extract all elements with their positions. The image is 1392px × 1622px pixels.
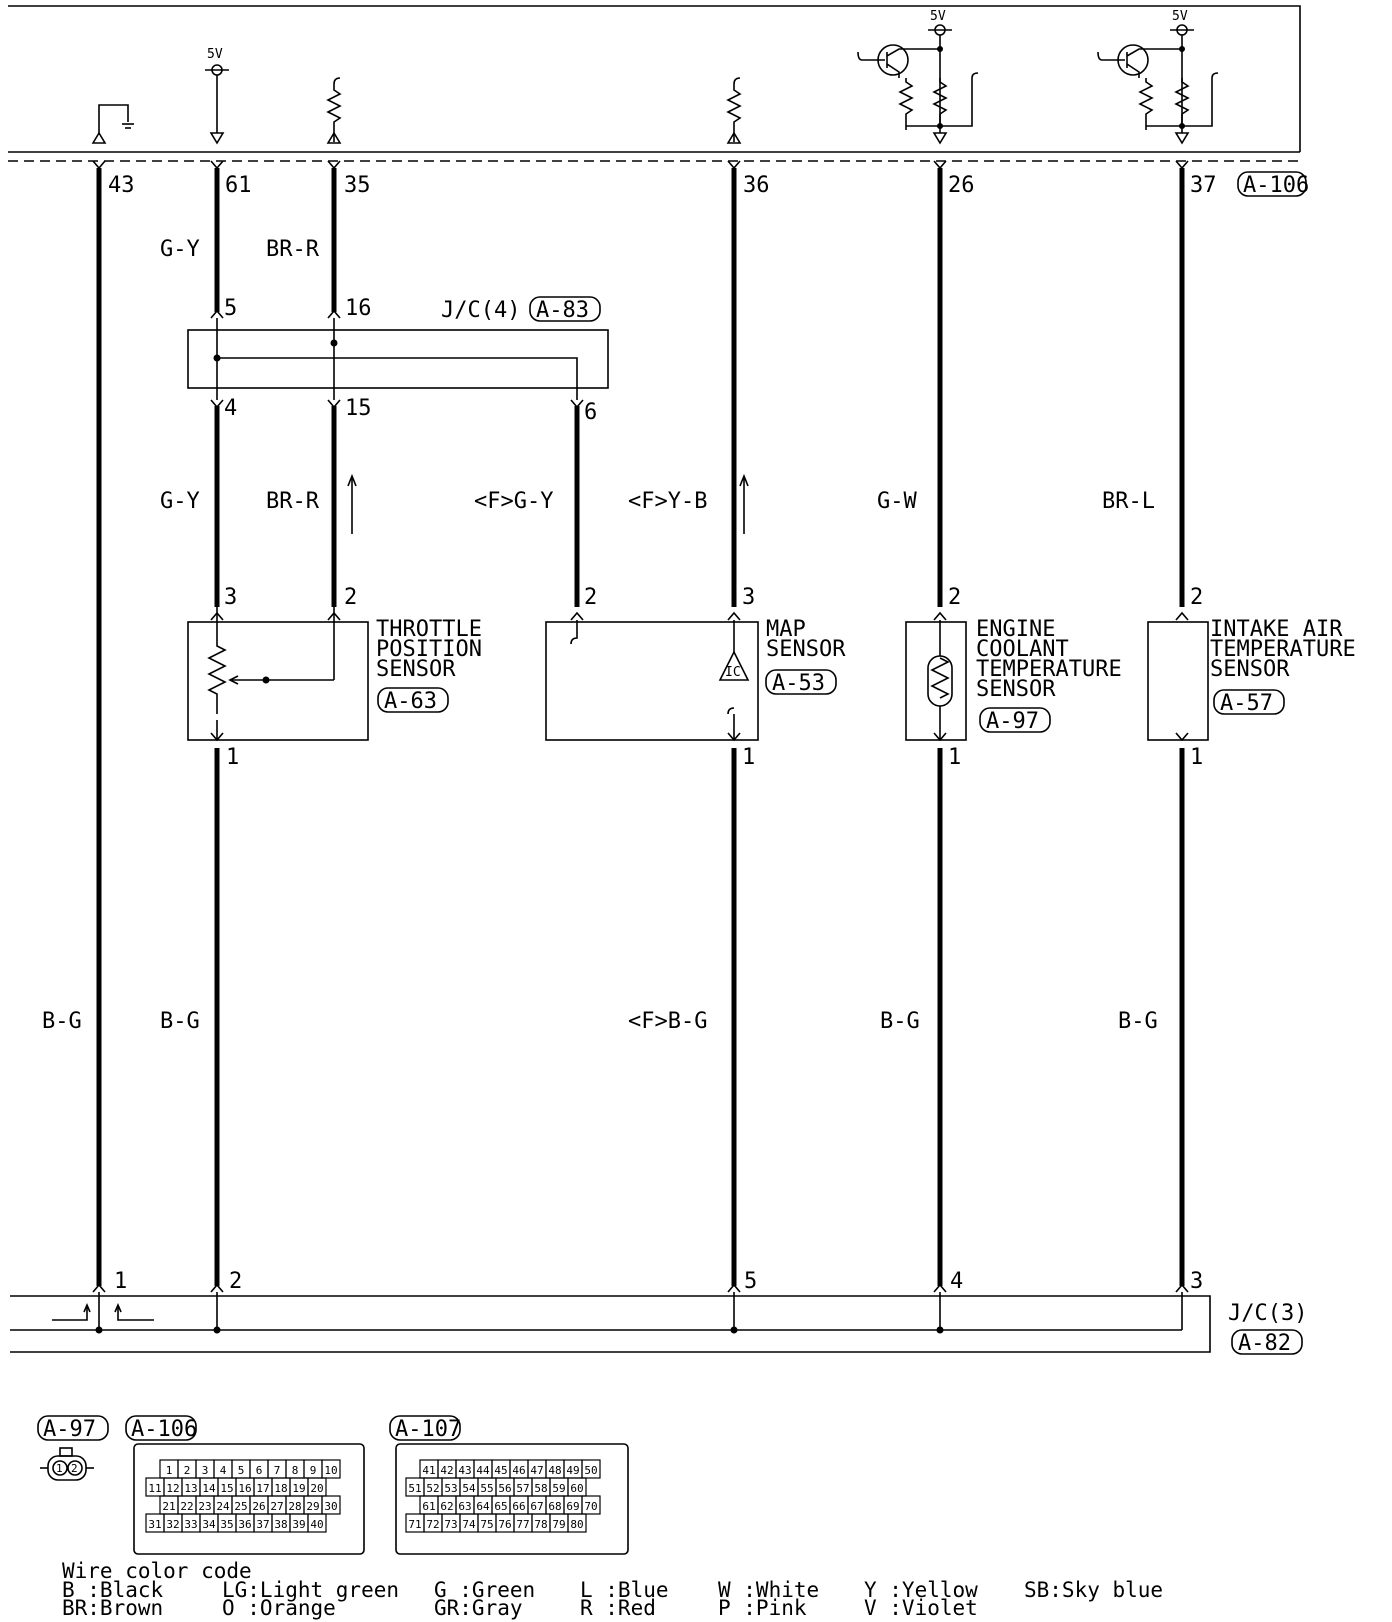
ecu-pin-labels — [108, 172, 1309, 198]
connector-pin-number: 73 — [444, 1518, 458, 1531]
legend-entry: R :Red — [580, 1596, 656, 1620]
wire-color-map-pwr: <F>G-Y — [474, 489, 554, 514]
svg-text:1: 1 — [1190, 745, 1204, 770]
connector-pin-number: 66 — [512, 1500, 526, 1513]
wire-color-61: G-Y — [160, 237, 200, 262]
connector-pin-number: 13 — [184, 1482, 198, 1495]
intake-air-temperature-sensor — [1148, 585, 1356, 770]
connector-pin-number: 6 — [255, 1464, 263, 1477]
connector-pin-number: 17 — [256, 1482, 270, 1495]
svg-text:COOLANT: COOLANT — [976, 637, 1069, 662]
connector-pin-number: 60 — [570, 1482, 584, 1495]
svg-text:SENSOR: SENSOR — [1210, 657, 1290, 682]
connector-pin-number: 14 — [202, 1482, 216, 1495]
connector-pin-number: 44 — [476, 1464, 490, 1477]
connector-pin-number: 67 — [530, 1500, 544, 1513]
ect-connector-id: A-97 — [986, 709, 1039, 734]
wire-color-35: BR-R — [266, 237, 319, 262]
connector-pin-number: 10 — [324, 1464, 338, 1477]
ecu-connector-id: A-106 — [1243, 173, 1310, 198]
connector-pin-number: 57 — [516, 1482, 530, 1495]
svg-text:MAP: MAP — [766, 617, 806, 642]
connector-pin-number: 38 — [274, 1518, 288, 1531]
jc4-label: J/C(4) — [441, 298, 521, 323]
connector-pin-number: 4 — [219, 1464, 227, 1477]
ecu-ground-symbol — [93, 105, 134, 143]
wire-color-ect-gnd: B-G — [880, 1009, 920, 1034]
jc3-label: J/C(3) — [1228, 1301, 1308, 1326]
wire-color-tps-sig: G-Y — [160, 489, 200, 514]
junction-connector-4 — [188, 296, 608, 425]
svg-text:A-106: A-106 — [131, 1417, 198, 1442]
connector-pin-number: 78 — [534, 1518, 548, 1531]
wire-color-43: B-G — [42, 1009, 82, 1034]
wire-color-tps-gnd: B-G — [160, 1009, 200, 1034]
arrow-up-icon — [740, 476, 748, 534]
connector-pin-number: 80 — [570, 1518, 584, 1531]
ecu-transistor-circuit-26 — [858, 9, 978, 143]
pin-43: 43 — [108, 173, 135, 198]
svg-text:SENSOR: SENSOR — [976, 677, 1056, 702]
map-connector-id: A-53 — [772, 671, 825, 696]
connector-pin-number: 48 — [548, 1464, 562, 1477]
legend-entry: GR:Gray — [434, 1596, 523, 1620]
connector-pin-number: 26 — [252, 1500, 266, 1513]
connector-pin-number: 71 — [408, 1518, 422, 1531]
svg-text:6: 6 — [584, 400, 598, 425]
connector-pin-number: 24 — [216, 1500, 230, 1513]
connector-pin-number: 70 — [584, 1500, 598, 1513]
legend-entry: G :Green — [434, 1578, 536, 1602]
connector-view-a107 — [390, 1416, 628, 1554]
connector-pin-number: 43 — [458, 1464, 472, 1477]
svg-text:ENGINE: ENGINE — [976, 617, 1056, 642]
connector-pin-number: 55 — [480, 1482, 494, 1495]
connector-pin-number: 40 — [310, 1518, 324, 1531]
connector-pin-number: 22 — [180, 1500, 194, 1513]
connector-pin-number: 23 — [198, 1500, 212, 1513]
svg-text:SENSOR: SENSOR — [766, 637, 846, 662]
connector-pin-number: 16 — [238, 1482, 252, 1495]
svg-text:5V: 5V — [207, 47, 223, 62]
tps-connector-id: A-63 — [384, 689, 437, 714]
connector-pin-number: 15 — [220, 1482, 234, 1495]
connector-pin-number: 64 — [476, 1500, 490, 1513]
legend-entry: L :Blue — [580, 1578, 669, 1602]
connector-pin-number: 63 — [458, 1500, 472, 1513]
svg-text:A-107: A-107 — [395, 1417, 462, 1442]
connector-pin-number: 75 — [480, 1518, 494, 1531]
connector-pin-number: 56 — [498, 1482, 512, 1495]
connector-pin-number: 47 — [530, 1464, 544, 1477]
connector-pin-number: 53 — [444, 1482, 458, 1495]
svg-text:INTAKE AIR: INTAKE AIR — [1210, 617, 1343, 642]
svg-text:2: 2 — [584, 585, 598, 610]
connector-pin-number: 45 — [494, 1464, 508, 1477]
legend-entry: V :Violet — [864, 1596, 978, 1620]
connector-pin-number: 52 — [426, 1482, 440, 1495]
svg-text:2: 2 — [948, 585, 962, 610]
svg-text:15: 15 — [345, 396, 372, 421]
ecu-transistor-circuit-37 — [1098, 9, 1218, 143]
legend-entry: Y :Yellow — [864, 1578, 978, 1602]
connector-pin-number: 72 — [426, 1518, 440, 1531]
legend-entry: O :Orange — [222, 1596, 336, 1620]
jc3-connector-id: A-82 — [1238, 1331, 1291, 1356]
svg-text:2: 2 — [344, 585, 358, 610]
legend-entry: BR:Brown — [62, 1596, 164, 1620]
svg-text:1: 1 — [226, 745, 240, 770]
connector-pin-number: 8 — [291, 1464, 299, 1477]
connector-pin-number: 30 — [324, 1500, 338, 1513]
svg-text:1: 1 — [742, 745, 756, 770]
wire-color-map-sig: <F>Y-B — [628, 489, 708, 514]
connector-pin-number: 2 — [183, 1464, 191, 1477]
iat-connector-id: A-57 — [1220, 691, 1273, 716]
connector-pin-number: 20 — [310, 1482, 324, 1495]
connector-pin-number: 21 — [162, 1500, 176, 1513]
pin-61: 61 — [225, 173, 252, 198]
connector-pin-number: 50 — [584, 1464, 598, 1477]
ecu-box — [8, 6, 1300, 161]
connector-pin-number: 33 — [184, 1518, 198, 1531]
connector-view-a106 — [126, 1416, 364, 1554]
svg-text:3: 3 — [224, 585, 238, 610]
connector-pin-number: 79 — [552, 1518, 566, 1531]
legend-entry: W :White — [718, 1578, 820, 1602]
connector-pin-number: 19 — [292, 1482, 306, 1495]
legend-entry: P :Pink — [718, 1596, 807, 1620]
svg-text:A-97: A-97 — [43, 1417, 96, 1442]
connector-pin-number: 49 — [566, 1464, 580, 1477]
connector-pin-number: 18 — [274, 1482, 288, 1495]
svg-text:POSITION: POSITION — [376, 637, 482, 662]
ecu-5v-supply-symbol — [205, 47, 229, 143]
connector-pin-number: 1 — [165, 1464, 173, 1477]
wire-color-iat-gnd: B-G — [1118, 1009, 1158, 1034]
pin-37: 37 — [1190, 173, 1217, 198]
connector-pin-number: 28 — [288, 1500, 302, 1513]
connector-pin-number: 37 — [256, 1518, 270, 1531]
connector-pin-number: 42 — [440, 1464, 454, 1477]
svg-text:2: 2 — [1190, 585, 1204, 610]
junction-connector-3 — [10, 1269, 1307, 1356]
connector-pin-number: 35 — [220, 1518, 234, 1531]
connector-pin-number: 39 — [292, 1518, 306, 1531]
svg-text:TEMPERATURE: TEMPERATURE — [1210, 637, 1356, 662]
connector-pin-number: 3 — [201, 1464, 209, 1477]
svg-text:SENSOR: SENSOR — [376, 657, 456, 682]
throttle-position-sensor — [188, 585, 482, 770]
svg-text:4: 4 — [950, 1269, 964, 1294]
connector-pin-number: 32 — [166, 1518, 180, 1531]
map-sensor — [546, 585, 846, 770]
ecu-pullup-resistor-35 — [328, 78, 340, 143]
pin-35: 35 — [344, 173, 371, 198]
svg-text:2: 2 — [71, 1462, 78, 1475]
jc4-connector-id: A-83 — [536, 298, 589, 323]
connector-pin-number: 31 — [148, 1518, 162, 1531]
connector-pin-number: 61 — [422, 1500, 436, 1513]
connector-pin-number: 41 — [422, 1464, 436, 1477]
svg-text:5: 5 — [224, 296, 238, 321]
connector-pin-number: 7 — [273, 1464, 281, 1477]
connector-pin-number: 36 — [238, 1518, 252, 1531]
pin-26: 26 — [948, 173, 975, 198]
svg-text:4: 4 — [224, 396, 238, 421]
connector-pin-number: 68 — [548, 1500, 562, 1513]
svg-text:TEMPERATURE: TEMPERATURE — [976, 657, 1122, 682]
connector-pin-number: 9 — [309, 1464, 317, 1477]
connector-pin-number: 62 — [440, 1500, 454, 1513]
svg-text:1: 1 — [948, 745, 962, 770]
ecu-terminals — [93, 161, 1188, 168]
svg-text:5V: 5V — [930, 9, 946, 24]
connector-pin-number: 76 — [498, 1518, 512, 1531]
wire-color-legend — [62, 1559, 1163, 1620]
svg-text:5: 5 — [744, 1269, 758, 1294]
svg-text:1: 1 — [56, 1462, 63, 1475]
wire-color-tps-pwr: BR-R — [266, 489, 319, 514]
svg-text:THROTTLE: THROTTLE — [376, 617, 482, 642]
wire-color-iat: BR-L — [1102, 489, 1155, 514]
legend-entry: LG:Light green — [222, 1578, 400, 1602]
ecu-pullup-resistor-36 — [728, 78, 740, 143]
connector-pin-number: 58 — [534, 1482, 548, 1495]
connector-pin-number: 27 — [270, 1500, 284, 1513]
connector-pin-number: 29 — [306, 1500, 320, 1513]
connector-pin-number: 34 — [202, 1518, 216, 1531]
connector-pin-number: 65 — [494, 1500, 508, 1513]
svg-text:16: 16 — [345, 296, 372, 321]
arrow-up-icon — [348, 476, 356, 534]
engine-coolant-temperature-sensor — [906, 585, 1122, 770]
wire-color-ect: G-W — [877, 489, 917, 514]
connector-pin-number: 74 — [462, 1518, 476, 1531]
legend-entry: B :Black — [62, 1578, 164, 1602]
legend-entry: SB:Sky blue — [1024, 1578, 1164, 1602]
pin-36: 36 — [743, 173, 770, 198]
svg-text:3: 3 — [1190, 1269, 1204, 1294]
connector-pin-number: 46 — [512, 1464, 526, 1477]
connector-pin-number: 5 — [237, 1464, 245, 1477]
connector-pin-number: 51 — [408, 1482, 422, 1495]
svg-text:1: 1 — [114, 1269, 128, 1294]
connector-pin-number: 69 — [566, 1500, 580, 1513]
connector-pin-number: 25 — [234, 1500, 248, 1513]
svg-text:3: 3 — [742, 585, 756, 610]
connector-pin-number: 77 — [516, 1518, 530, 1531]
svg-text:IC: IC — [725, 665, 741, 680]
connector-view-a97 — [38, 1416, 108, 1480]
svg-text:2: 2 — [229, 1269, 243, 1294]
connector-pin-number: 12 — [166, 1482, 180, 1495]
connector-pin-number: 11 — [148, 1482, 162, 1495]
legend-title: Wire color code — [62, 1559, 252, 1583]
wire-color-map-gnd: <F>B-G — [628, 1009, 708, 1034]
connector-pin-number: 59 — [552, 1482, 566, 1495]
connector-pin-number: 54 — [462, 1482, 476, 1495]
svg-text:5V: 5V — [1172, 9, 1188, 24]
